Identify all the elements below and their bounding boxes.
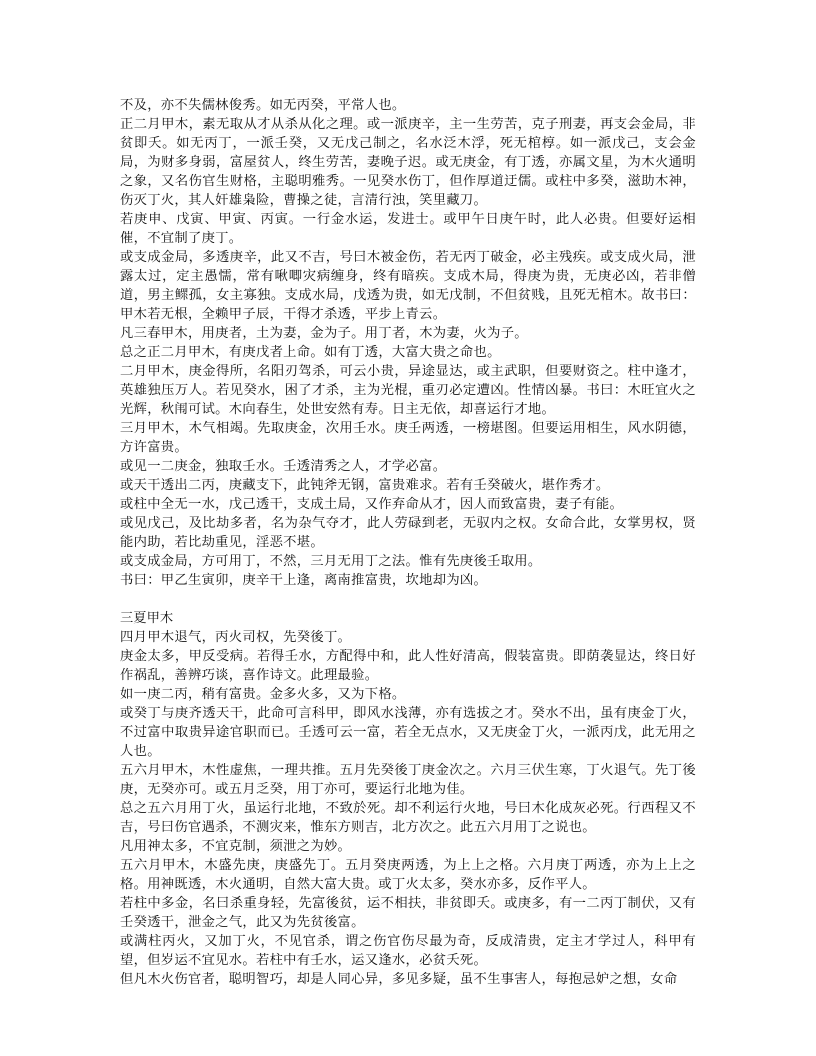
- paragraph: 若庚申、戊寅、甲寅、丙寅。一行金水运，发进士。或甲午日庚午时，此人必贵。但要好运相催，不宜制了庚丁。: [120, 212, 696, 246]
- paragraph: 或天干透出二丙，庚藏支下，此钝斧无钢，富贵难求。若有壬癸破火，堪作秀才。: [120, 478, 610, 493]
- paragraph: 四月甲木退气，丙火司权，先癸後丁。: [120, 630, 352, 645]
- paragraph: 或支成金局，方可用丁，不然，三月无用丁之法。惟有先庚後壬取用。: [120, 554, 542, 569]
- section-heading: 三夏甲木: [120, 611, 174, 626]
- paragraph: 或柱中全无一水，戊己透干，支成土局，又作弃命从才，因人而致富贵，妻子有能。: [120, 497, 624, 512]
- paragraph: 不及，亦不失儒林俊秀。如无丙癸，平常人也。: [120, 98, 406, 113]
- paragraph: 或满柱丙火，又加丁火，不见官杀，谓之伤官伤尽最为奇，反成清贵，定主才学过人，科甲有望，但岁运不宜见水。若柱中有壬水，运又逢水，必贫夭死。: [120, 934, 696, 968]
- paragraph: 或见一二庚金，独取壬水。壬透清秀之人，才学必富。: [120, 459, 447, 474]
- paragraph: 如一庚二丙，稍有富贵。金多火多，又为下格。: [120, 687, 406, 702]
- paragraph: 总之五六月用丁火，虽运行北地，不致於死。却不利运行火地，号曰木化成灰必死。行西程又不吉，号曰伤官遇杀，不测灾来，惟东方则吉，北方次之。此五六月用丁之说也。: [120, 801, 696, 835]
- paragraph: 书曰：甲乙生寅卯，庚辛干上逢，离南推富贵，坎地却为凶。: [120, 573, 488, 588]
- section-spring-jiamu: [120, 96, 696, 590]
- paragraph: 三月甲木，木气相竭。先取庚金，次用壬水。庚壬两透，一榜堪图。但要运用相生，风水阴德，方许富贵。: [120, 421, 696, 455]
- paragraph: 或癸丁与庚齐透天干，此命可言科甲，即风水浅薄，亦有选拔之才。癸水不出，虽有庚金丁火，不过富中取贵异途官职而已。壬透可云一富，若全无点水，又无庚金丁火，一派丙戊，此无用之人也。: [120, 706, 696, 759]
- paragraph: 五六月甲木，木性虚焦，一理共推。五月先癸後丁庚金次之。六月三伏生寒，丁火退气。先丁後庚，无癸亦可。或五月乏癸，用丁亦可，要运行北地为佳。: [120, 763, 696, 797]
- paragraph: 凡三春甲木，用庚者，土为妻，金为子。用丁者，木为妻，火为子。: [120, 326, 528, 341]
- paragraph: 五六月甲木，木盛先庚，庚盛先丁。五月癸庚两透，为上上之格。六月庚丁两透，亦为上上之格。用神既透，木火通明，自然大富大贵。或丁火太多，癸水亦多，反作平人。: [120, 858, 696, 892]
- paragraph: 二月甲木，庚金得所，名阳刃驾杀，可云小贵，异途显达，或主武职，但要财资之。柱中逢才，英雄独压万人。若见癸水，困了才杀，主为光棍，重刃必定遭凶。性情凶暴。书曰：木旺宜火之光辉，秋闱可试。木向春生，处世安然有寿。日主无依，却喜运行才地。: [120, 364, 696, 417]
- paragraph: 正二月甲木，素无取从才从杀从化之理。或一派庚辛，主一生劳苦，克子刑妻，再支会金局，非贫即夭。如无丙丁，一派壬癸，又无戊己制之，名水泛木浮，死无棺椁。如一派戊己，支会金局，为财多身弱，富屋贫人，终生劳苦，妻晚子迟。或无庚金，有丁透，亦属文星，为木火通明之象，又名伤官生财格，主聪明雅秀。一见癸水伤丁，但作厚道迂儒。或柱中多癸，滋助木神，伤灭丁火，其人奸雄枭险，曹操之徒，言清行浊，笑里藏刀。: [120, 117, 696, 208]
- paragraph: 或见戊己，及比劫多者，名为杂气夺才，此人劳碌到老，无驭内之权。女命合此，女掌男权，贤能内助，若比劫重见，淫恶不堪。: [120, 516, 696, 550]
- section-summer-jiamu: [120, 628, 696, 989]
- paragraph: 若柱中多金，名曰杀重身轻，先富後贫，运不相扶，非贫即夭。或庚多，有一二丙丁制伏，又有壬癸透干，泄金之气，此又为先贫後富。: [120, 896, 696, 930]
- document-page: [120, 96, 696, 989]
- paragraph: 或支成金局，多透庚辛，此又不吉，号曰木被金伤，若无丙丁破金，必主残疾。或支成火局，泄露太过，定主愚懦，常有啾唧灾病缠身，终有暗疾。支成木局，得庚为贵，无庚必凶，若非僧道，男主鳏孤，女主寡独。支成水局，戊透为贵，如无戊制，不但贫贱，且死无棺木。故书曰：甲木若无根，全赖甲子辰，干得才杀透，平步上青云。: [120, 250, 696, 322]
- paragraph: 庚金太多，甲反受病。若得壬水，方配得中和，此人性好清高，假装富贵。即荫袭显达，终日好作祸乱，善辨巧谈，喜作诗文。此理最验。: [120, 649, 696, 683]
- paragraph: 但凡木火伤官者，聪明智巧，却是人同心异，多见多疑，虽不生事害人，每抱忌妒之想，女命: [120, 972, 678, 987]
- blank-line: [120, 590, 696, 609]
- paragraph: 凡用神太多，不宜克制，须泄之为妙。: [120, 839, 352, 854]
- paragraph: 总之正二月甲木，有庚戊者上命。如有丁透，大富大贵之命也。: [120, 345, 501, 360]
